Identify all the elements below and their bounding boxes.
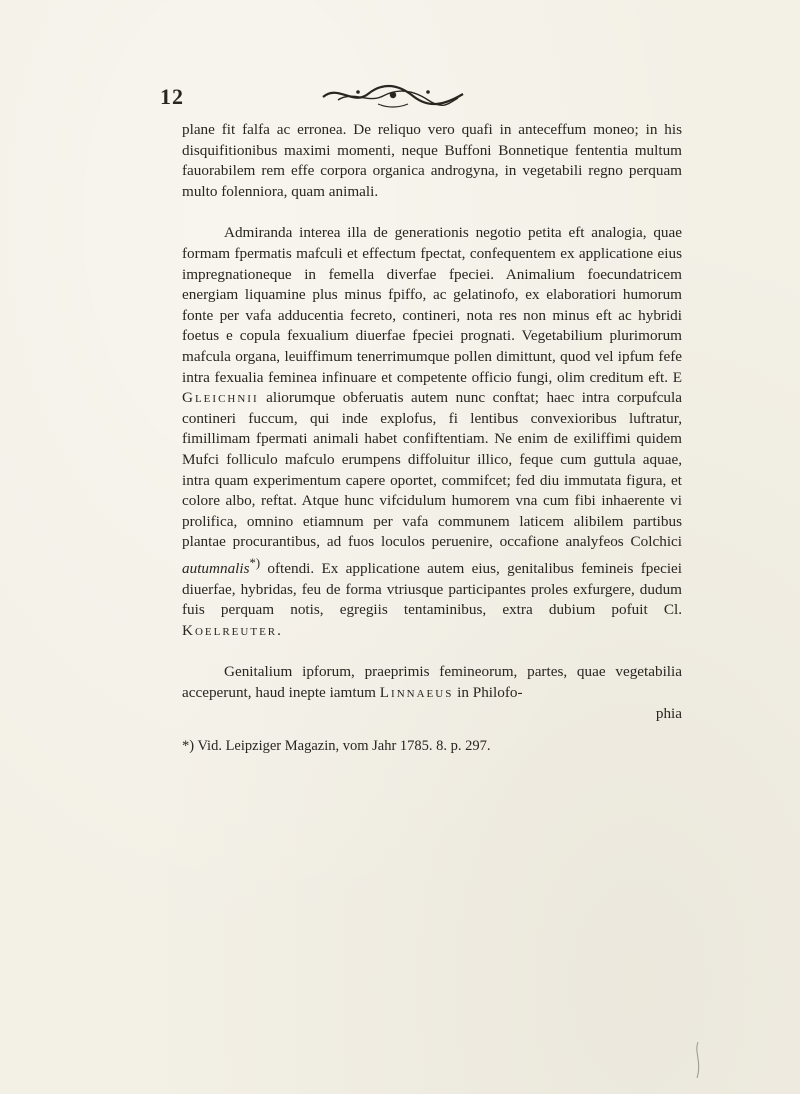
paragraph-gap: [182, 641, 682, 662]
catchword: phia: [655, 704, 682, 722]
paragraph-text-continued: in Philofo-: [457, 683, 523, 701]
margin-pencil-mark: [688, 1040, 708, 1080]
species-name: autumnalis: [182, 559, 250, 577]
footnote: *) Vid. Leipziger Magazin, vom Jahr 1785. 8. p. 297.: [182, 738, 491, 755]
paragraph-3: [182, 662, 682, 703]
paragraph-2: [182, 223, 682, 641]
header-ornament: [318, 82, 468, 108]
footnote-marker: *): [249, 555, 261, 570]
paragraph-text-continued: aliorumque obferuatis autem nunc conftat; haec intra corpufcula contineri fuccum, qui inde explofus, fi lentibus convexioribus luftratur, fimillimam fpermati animali habet confiftentiam. Ne enim de exiliffimi quidem Mufci folliculo mafculo erumpens diffoluitur illico, feque cum guttula aquae, intra quam experimentum capere oportet, commifcet; fed diu immutata figura, et colore albo, reftat. Atque hunc vifcidulum humorem vna cum fibi inhaerente vi prolifica, omnino etiamnum per vafa communem laticem alibilem partibus plantae procurantibus, ad fuos loculos peruenire, occafione analyfeos Colchici: [182, 389, 682, 551]
paragraph-gap: [182, 202, 682, 223]
paragraph-text: plane fit falfa ac erronea. De reliquo vero quafi in anteceffum moneo; in his disquifitionibus maximi momenti, neque Buffoni Bonnetique fententia multum fauorabilem rem effe corpora organica androgyna, in vegetabili regno perquam multo folenniora, quam animali.: [182, 121, 682, 200]
author-name-linnaeus: Linnaeus: [379, 683, 454, 701]
paragraph-text: Genitalium ipforum, praeprimis femineorum, partes, quae vegetabilia acceperunt, haud inepte iamtum: [182, 663, 682, 701]
paragraph-text: Admiranda interea illa de generationis negotio petita eft analogia, quae formam fpermatis mafculi et effectum fpectat, confequentem ex applicatione eius impregnationeque in femella diverfae fpeciei. Animalium foecundatricem energiam liquamine plus minus fpiffo, ac gelatinofo, ex elaboratiori humorum fonte per vafa adducentia fecreto, contineri, nota res non minus eft ac hybridi foetus e copula fexualium diuerfae fpeciei prognati. Vegetabilium plurimorum mafcula organa, leuiffimum tenerrimumque pollen dimittunt, quod vel ipfum fefe intra fexualia feminea infinuare et competente officio fungi, olim creditum eft. E: [182, 224, 682, 386]
author-name-koelreuter: Koelreuter.: [182, 621, 283, 639]
author-name-gleichen: Gleichnii: [182, 389, 259, 407]
page-number: 12: [160, 84, 184, 109]
main-text: [182, 120, 682, 757]
paragraph-1: [182, 120, 682, 202]
paragraph-text-tail: oftendi. Ex applicatione autem eius, genitalibus femineis fpeciei diuerfae, hybridas, feu de forma vtriusque participantes proles exfurgere, dudum fuis perquam notis, egregiis tentaminibus, extra dubium pofuit Cl.: [182, 559, 683, 619]
